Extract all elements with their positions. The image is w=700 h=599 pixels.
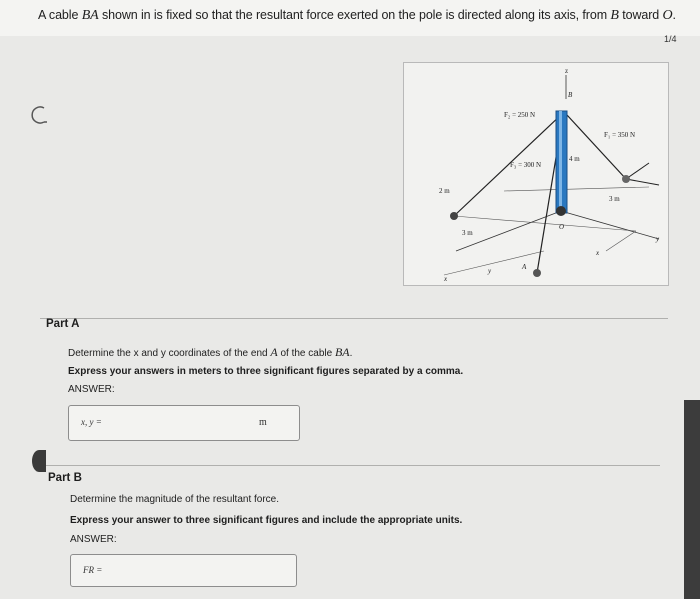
force-f3-label: F₃ = 300 N [510, 161, 542, 169]
refresh-arc-icon[interactable] [28, 104, 50, 126]
divider-part-b [46, 465, 660, 466]
part-a-point-a: A [270, 345, 278, 359]
dimension-line-1 [626, 163, 649, 179]
part-a-express: Express your answers in meters to three significant figures separated by a comma. [68, 366, 464, 377]
pole-cable-diagram [404, 63, 670, 287]
anchor-left [450, 212, 458, 220]
part-b-title: Part B [48, 472, 82, 484]
question-header [0, 0, 700, 36]
part-a-cable-ba: BA [334, 345, 350, 359]
cable-ba-symbol: BA [81, 8, 99, 23]
part-a-title: Part A [46, 318, 80, 330]
part-a-instruction-middle: of the cable [277, 348, 335, 359]
cable-f2 [454, 113, 563, 216]
part-a-answer-input[interactable] [68, 405, 300, 441]
ground-line-2 [504, 187, 649, 191]
ground-line-4 [606, 231, 636, 251]
part-a-unit: m [259, 417, 267, 428]
force-f2-label: F₂ = 250 N [504, 111, 536, 119]
part-a-input-label: x, y = [81, 417, 102, 427]
part-a-instruction-start: Determine the x and y coordinates of the end [68, 348, 271, 359]
point-b-label: B [568, 91, 573, 99]
anchor-right [622, 175, 630, 183]
point-b-symbol: B [610, 8, 619, 23]
y-axis-label-right: y [656, 235, 660, 243]
cable-f1 [567, 115, 626, 179]
point-o-symbol: O [662, 8, 673, 23]
part-a-instruction-end: . [349, 348, 353, 359]
x-axis-label-right: x [596, 249, 600, 257]
part-a-instruction [68, 345, 352, 360]
anchor-a [533, 269, 541, 277]
problem-figure [403, 62, 669, 286]
dimension-line-2 [626, 179, 659, 185]
divider-part-a [40, 318, 668, 319]
part-b-express: Express your answer to three significant figures and include the appropriate units. [70, 515, 463, 526]
pole-base [556, 206, 566, 216]
part-a-answer-label: ANSWER: [68, 384, 115, 395]
y-axis-label-bottom: y [488, 267, 492, 275]
y-axis-line [561, 211, 659, 239]
part-b-instruction: Determine the magnitude of the resultant force. [70, 494, 280, 505]
part-b-answer-label: ANSWER: [70, 534, 117, 545]
part-b-answer-input[interactable] [70, 554, 297, 587]
question-text-end: . [672, 8, 676, 22]
question-text-middle: shown in is fixed so that the resultant force exerted on the pole is directed along its axis, from [98, 8, 611, 22]
ground-line-3 [444, 251, 544, 275]
part-b-marker [32, 450, 46, 472]
page-count: 1/4 [664, 34, 677, 44]
x-axis-label-bottom: x [444, 275, 448, 283]
point-a-label: A [522, 263, 527, 271]
origin-o-label: O [559, 223, 565, 231]
z-axis-label: z [565, 67, 569, 75]
screen-edge-shadow [684, 400, 700, 599]
dimension-2m-label: 2 m [439, 187, 450, 195]
part-b-input-label: FR = [83, 565, 103, 575]
question-text-toward: toward [618, 8, 663, 22]
question-text [38, 8, 676, 24]
pole-highlight [559, 111, 562, 213]
dimension-3m-right-label: 3 m [609, 195, 620, 203]
question-text-start: A cable [38, 8, 82, 22]
force-f1-label: F₁ = 350 N [604, 131, 636, 139]
dimension-4m-label: 4 m [569, 155, 580, 163]
dimension-3m-bottom-label: 3 m [462, 229, 473, 237]
